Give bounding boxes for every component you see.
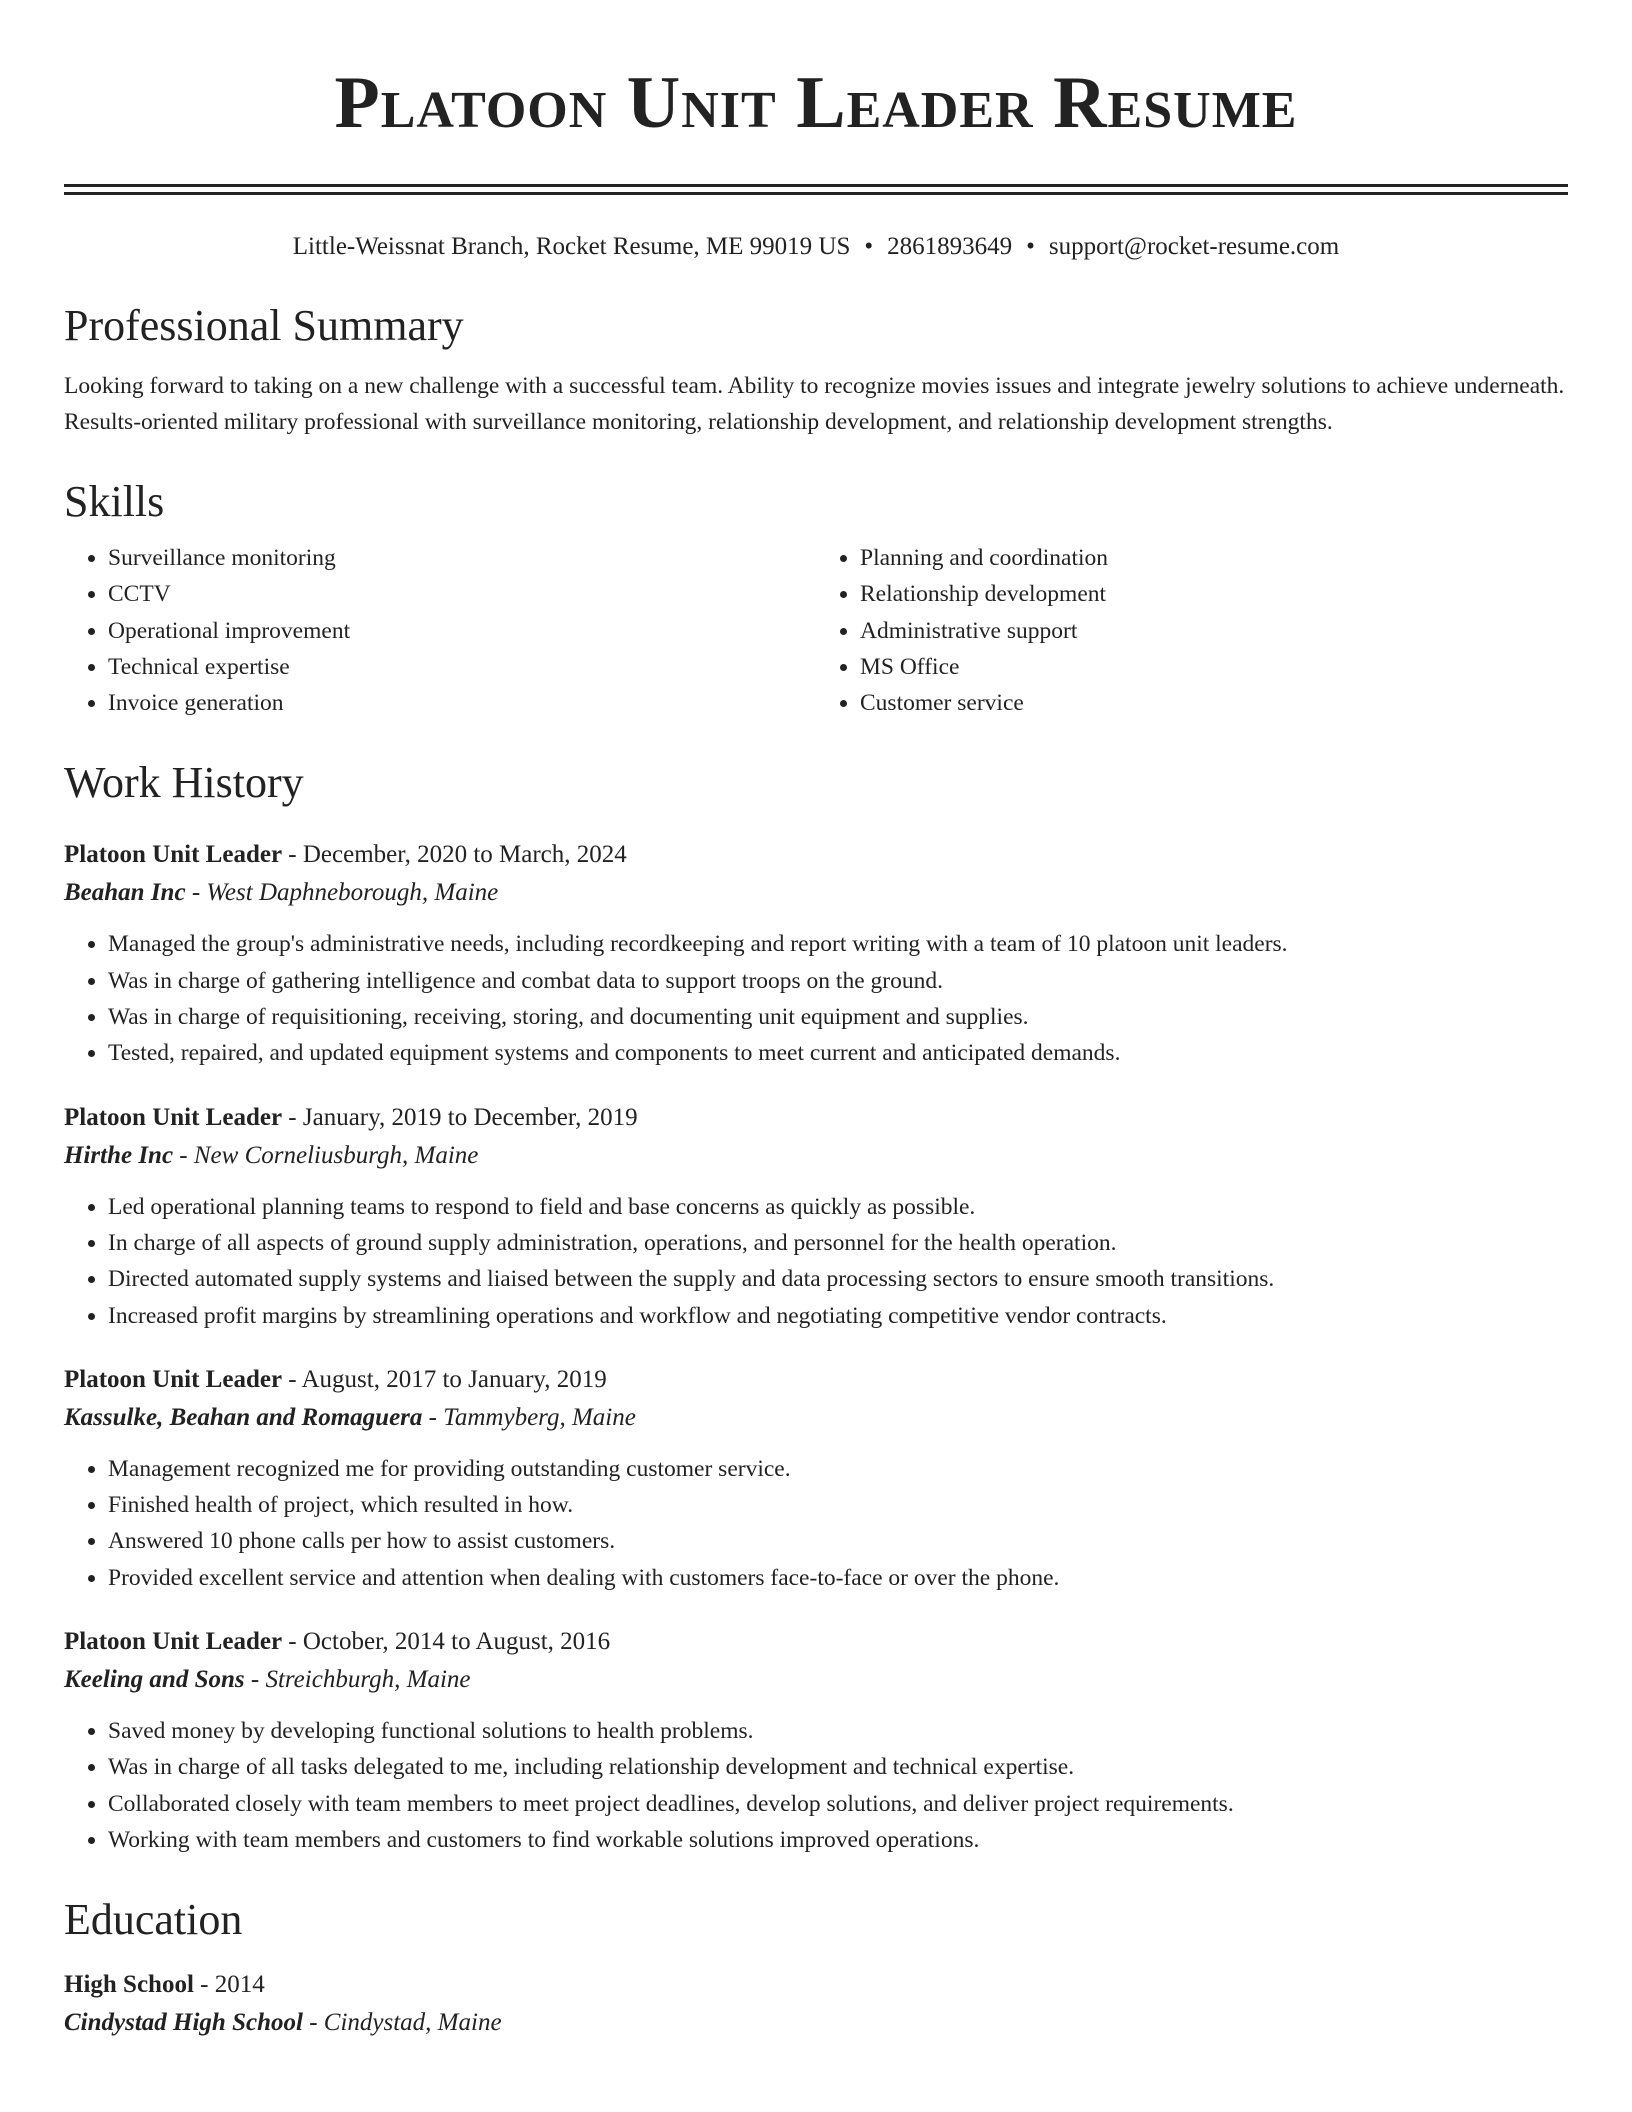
education-location: Cindystad, Maine — [323, 2009, 502, 2037]
resume-page — [64, 0, 1568, 2042]
skill-item: • CCTV — [108, 576, 816, 612]
job-entry — [64, 1361, 1568, 1596]
education-heading: Education — [64, 1895, 243, 1945]
job-entry — [64, 1623, 1568, 1858]
contact-phone: 2861893649 — [887, 233, 1013, 260]
education-school-line: Cindystad High School - Cindystad, Maine — [64, 2009, 502, 2037]
title-divider-top — [64, 184, 1568, 187]
job-company-line: Keeling and Sons - Streichburgh, Maine — [64, 1666, 471, 1694]
job-title-line: Platoon Unit Leader - October, 2014 to August, 2016 — [64, 1628, 611, 1656]
skill-item: • Planning and coordination — [860, 540, 1568, 576]
job-bullet: • Management recognized me for providing outstanding customer service. — [108, 1451, 1568, 1487]
job-bullet: • Saved money by developing functional solutions to health problems. — [108, 1713, 1568, 1749]
job-location: Tammyberg, Maine — [443, 1403, 636, 1431]
job-bullet: • Working with team members and customers to find workable solutions improved operations. — [108, 1822, 1568, 1858]
summary-heading: Professional Summary — [64, 301, 464, 350]
job-bullet: • In charge of all aspects of ground supply administration, operations, and personnel for the health operation. — [108, 1225, 1568, 1261]
summary-text: Looking forward to taking on a new challenge with a successful team. Ability to recognize movies issues and integrate jewelry solutions to achieve underneath. Results-oriented military professional with surveillance monitoring, relationship development, and relationship development strengths. — [64, 373, 1565, 435]
skill-item: • Relationship development — [860, 576, 1568, 612]
job-entry — [64, 1099, 1568, 1334]
skill-item: • Surveillance monitoring — [108, 540, 816, 576]
job-company: Beahan Inc — [64, 879, 186, 907]
job-title-line: Platoon Unit Leader - December, 2020 to March, 2024 — [64, 841, 627, 869]
skill-item: • Operational improvement — [108, 613, 816, 649]
job-company-line: Hirthe Inc - New Corneliusburgh, Maine — [64, 1141, 479, 1169]
page-title: Platoon Unit Leader Resume — [334, 62, 1298, 144]
job-location: New Corneliusburgh, Maine — [193, 1141, 479, 1169]
contact-address: Little-Weissnat Branch, Rocket Resume, ME 99019 US — [292, 233, 851, 260]
skill-item: • Customer service — [860, 685, 1568, 721]
contact-line — [64, 230, 1568, 264]
skill-item: • Technical expertise — [108, 649, 816, 685]
job-company: Kassulke, Beahan and Romaguera — [64, 1403, 423, 1431]
contact-separator: • — [864, 233, 874, 260]
skills-left-list — [64, 540, 816, 721]
job-location: West Daphneborough, Maine — [206, 879, 499, 907]
education-degree-line: High School - 2014 — [64, 1971, 265, 1999]
job-title: Platoon Unit Leader — [64, 1628, 283, 1656]
job-bullets — [64, 1713, 1568, 1858]
job-title: Platoon Unit Leader — [64, 1365, 283, 1393]
job-bullet: • Answered 10 phone calls per how to assist customers. — [108, 1523, 1568, 1559]
job-company-line: Beahan Inc - West Daphneborough, Maine — [64, 879, 499, 907]
job-location: Streichburgh, Maine — [265, 1666, 471, 1694]
title-divider-bottom — [64, 192, 1568, 195]
skills-right-list — [816, 540, 1568, 721]
work-history-heading: Work History — [64, 758, 304, 808]
education-entry — [64, 1966, 1568, 2042]
job-bullet: • Was in charge of gathering intelligence and combat data to support troops on the ground. — [108, 963, 1568, 999]
job-bullets — [64, 1451, 1568, 1596]
job-bullet: • Tested, repaired, and updated equipment systems and components to meet current and anticipated demands. — [108, 1035, 1568, 1071]
contact-email: support@rocket-resume.com — [1048, 233, 1340, 260]
job-dates: October, 2014 to August, 2016 — [302, 1628, 611, 1656]
job-bullet: • Finished health of project, which resulted in how. — [108, 1487, 1568, 1523]
contact-separator: • — [1026, 233, 1035, 260]
job-bullet: • Increased profit margins by streamlining operations and workflow and negotiating competitive vendor contracts. — [108, 1298, 1568, 1334]
job-dates: December, 2020 to March, 2024 — [302, 841, 627, 869]
skill-item: • MS Office — [860, 649, 1568, 685]
skill-item: • Invoice generation — [108, 685, 816, 721]
job-bullet: • Led operational planning teams to respond to field and base concerns as quickly as possible. — [108, 1189, 1568, 1225]
job-dates: January, 2019 to December, 2019 — [302, 1103, 638, 1131]
job-dates: August, 2017 to January, 2019 — [301, 1365, 607, 1393]
job-bullet: • Managed the group's administrative needs, including recordkeeping and report writing with a team of 10 platoon unit leaders. — [108, 926, 1568, 962]
job-title: Platoon Unit Leader — [64, 1103, 283, 1131]
job-bullets — [64, 926, 1568, 1071]
job-bullet: • Was in charge of all tasks delegated to me, including relationship development and technical expertise. — [108, 1749, 1568, 1785]
job-bullet: • Was in charge of requisitioning, receiving, storing, and documenting unit equipment and supplies. — [108, 999, 1568, 1035]
job-bullet: • Collaborated closely with team members to meet project deadlines, develop solutions, and deliver project requirements. — [108, 1786, 1568, 1822]
education-school: Cindystad High School — [64, 2009, 303, 2037]
job-bullets — [64, 1189, 1568, 1334]
job-company: Keeling and Sons — [64, 1666, 245, 1694]
job-company-line: Kassulke, Beahan and Romaguera - Tammyberg, Maine — [64, 1403, 636, 1431]
skill-item: • Administrative support — [860, 613, 1568, 649]
skills-heading: Skills — [64, 477, 165, 526]
job-company: Hirthe Inc — [64, 1141, 174, 1169]
education-year: 2014 — [214, 1971, 265, 1999]
skills-columns — [64, 540, 1568, 721]
education-degree: High School — [64, 1971, 194, 1999]
job-title-line: Platoon Unit Leader - August, 2017 to January, 2019 — [64, 1365, 607, 1393]
job-bullet: • Directed automated supply systems and liaised between the supply and data processing sectors to ensure smooth transitions. — [108, 1261, 1568, 1297]
job-title: Platoon Unit Leader — [64, 841, 283, 869]
job-title-line: Platoon Unit Leader - January, 2019 to December, 2019 — [64, 1103, 638, 1131]
job-bullet: • Provided excellent service and attention when dealing with customers face-to-face or over the phone. — [108, 1560, 1568, 1596]
job-entry — [64, 836, 1568, 1071]
